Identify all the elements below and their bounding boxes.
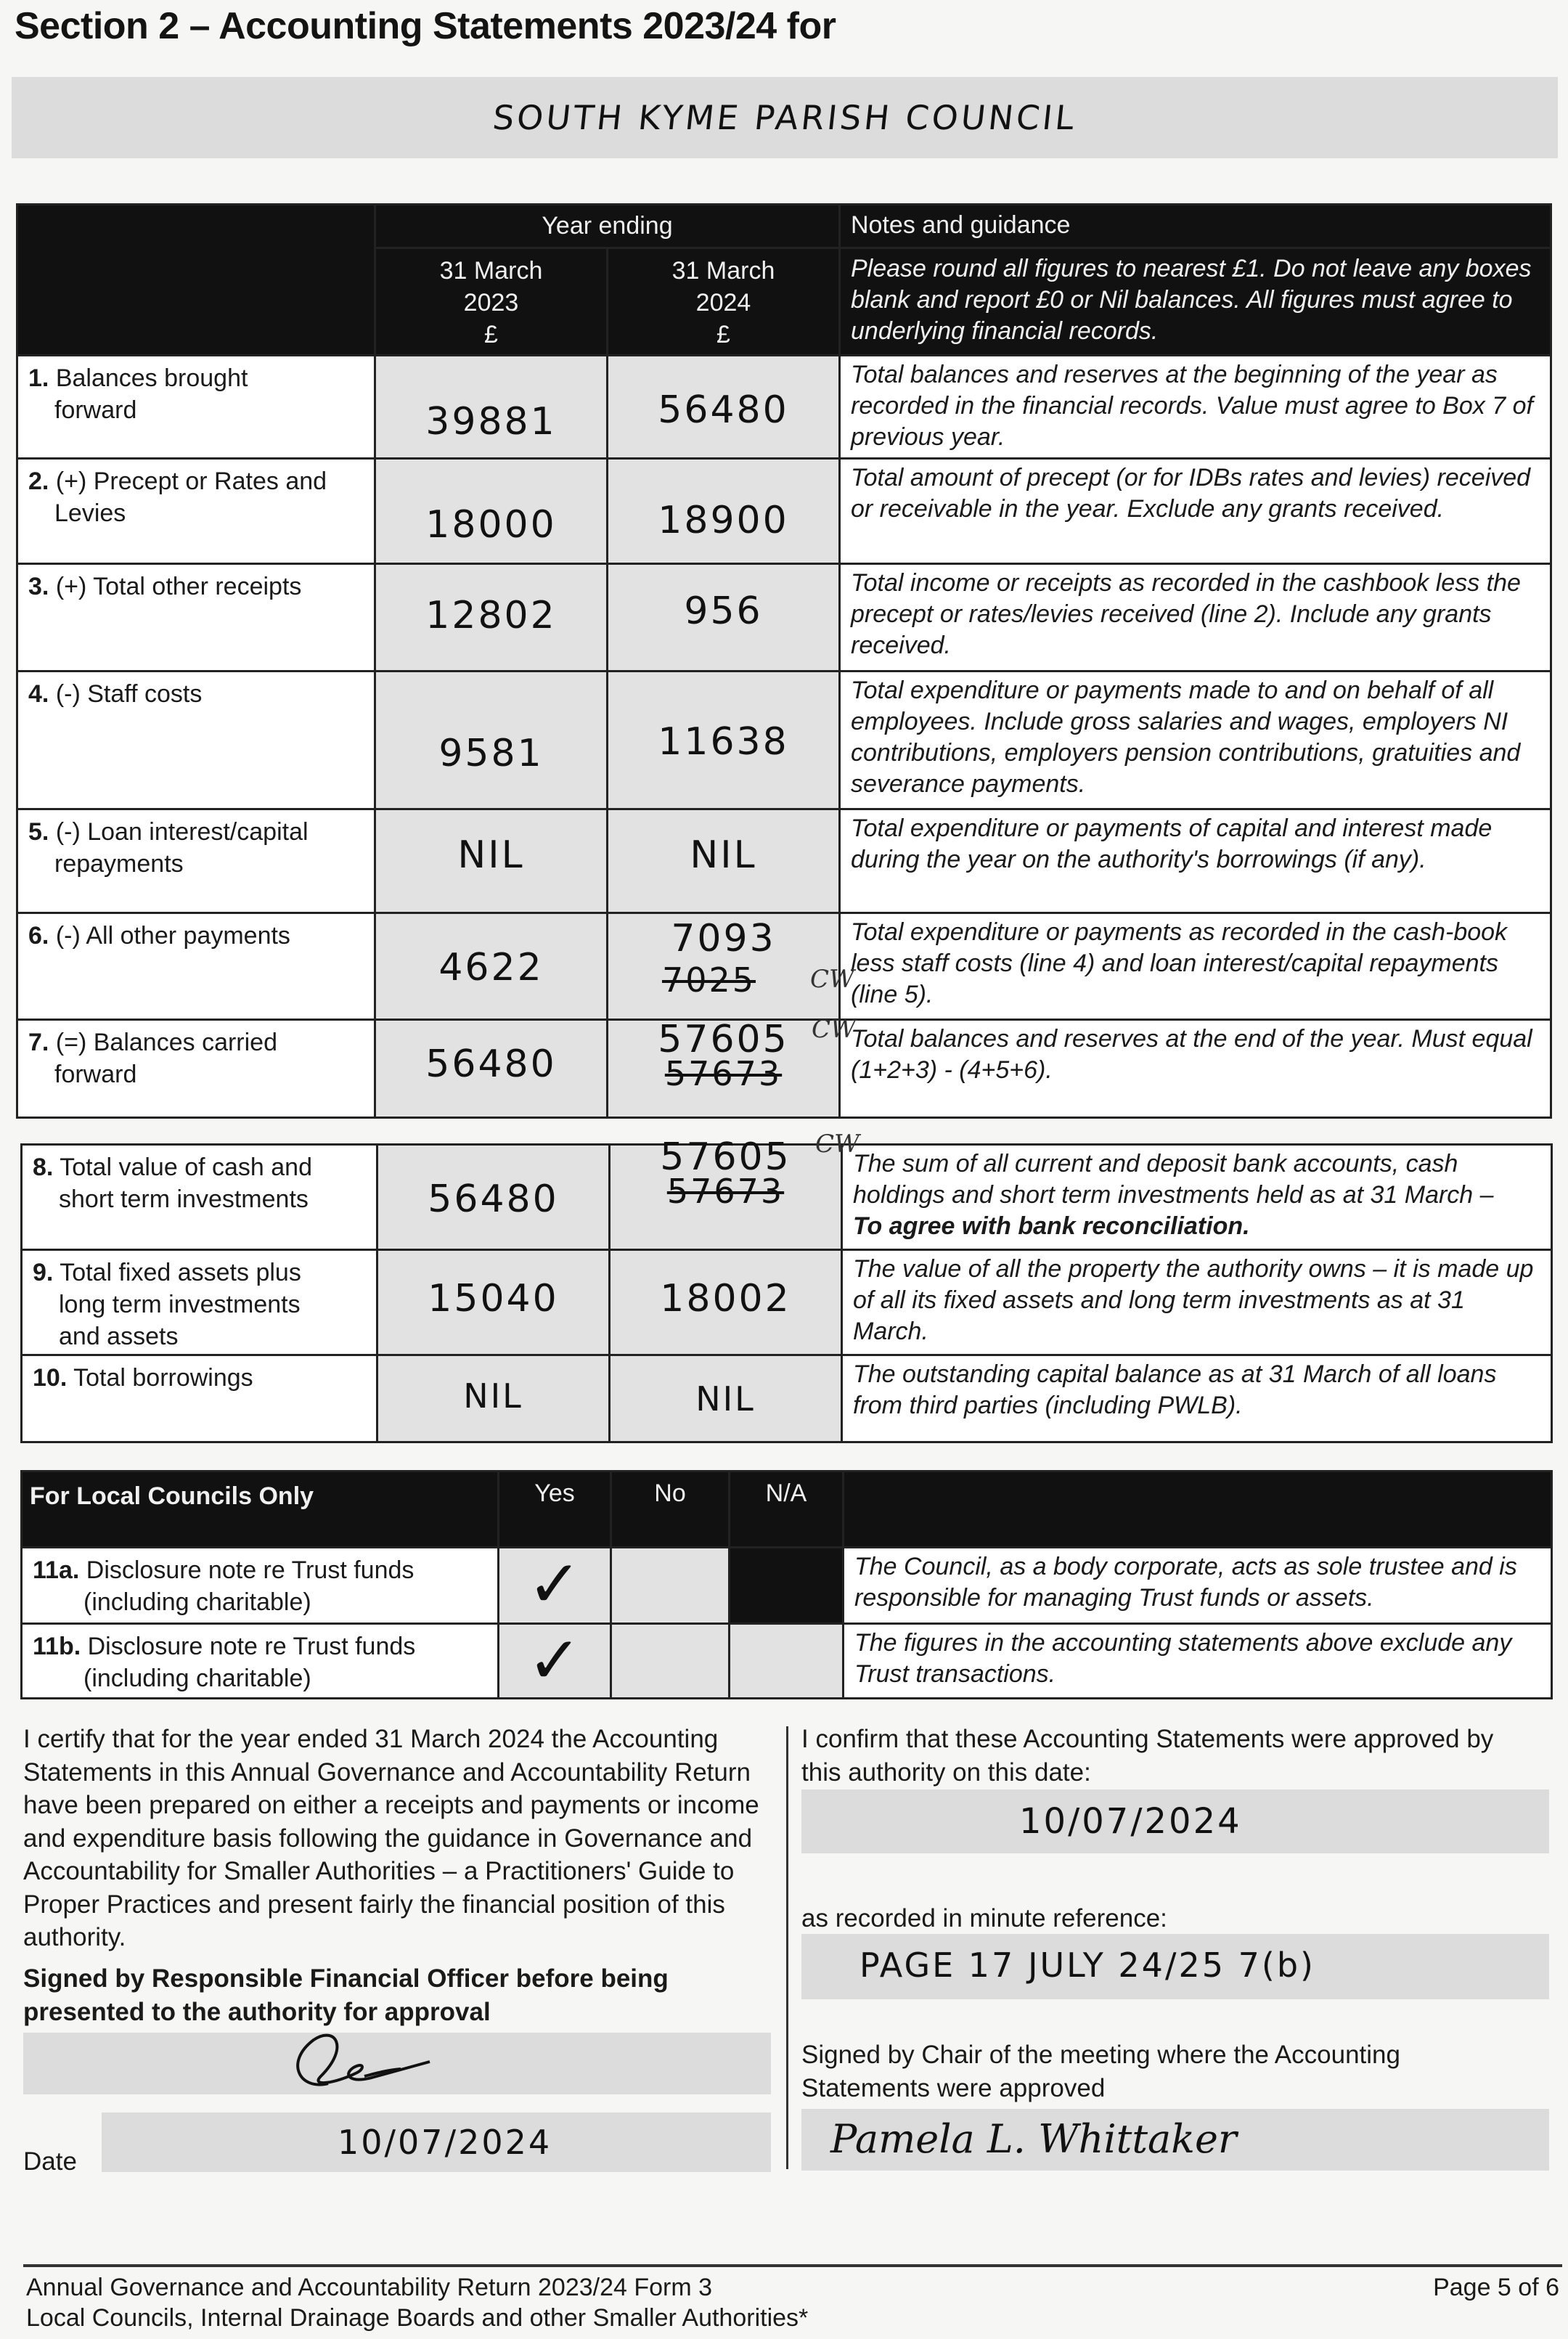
notes-guidance-header: Notes and guidance: [840, 205, 1551, 248]
row-label: [17, 459, 375, 564]
row-number: 9.: [33, 1259, 54, 1286]
footer-form-title: Annual Governance and Accountability Return 2023/24 Form 3: [26, 2274, 713, 2301]
row-note: Total amount of precept (or for IDBs rates and levies) received or receivable in the year. Exclude any grants received.: [840, 459, 1551, 564]
yes-header: Yes: [499, 1471, 611, 1548]
header-blank: [17, 205, 375, 356]
row-number: 11a.: [33, 1556, 80, 1584]
value-2024-field[interactable]: [608, 459, 840, 564]
row-label-line1: (-) Loan interest/capital: [55, 818, 309, 846]
minute-reference-label: as recorded in minute reference:: [801, 1904, 1167, 1932]
no-checkbox[interactable]: [611, 1548, 730, 1624]
row-label-line2: repayments: [54, 850, 184, 878]
row-note: Total expenditure or payments as recorded in the cash-book less staff costs (line 4) and loan interest/capital repayments (line 5).: [840, 913, 1551, 1020]
row-note: Total expenditure or payments made to and on behalf of all employees. Include gross salaries and wages, employers NI contributions, employers pension contributions, gratuities and severance payments.: [840, 672, 1551, 809]
row-number: 4.: [28, 680, 49, 708]
row-label-line3: and assets: [59, 1323, 179, 1350]
footer-divider: [23, 2264, 1562, 2267]
value-2024: 11638: [658, 720, 789, 764]
table-row: [17, 809, 1551, 913]
row-number: 10.: [33, 1364, 68, 1392]
value-2023-field[interactable]: [377, 1250, 610, 1355]
row-number: 1.: [28, 364, 49, 392]
no-checkbox[interactable]: [611, 1624, 730, 1699]
local-councils-notes-header: [844, 1471, 1552, 1548]
na-header: N/A: [730, 1471, 844, 1548]
row-label-line1: (-) Staff costs: [55, 680, 203, 708]
col-2024-currency: £: [716, 321, 730, 348]
row-label: [17, 672, 375, 809]
value-2023: NIL: [457, 833, 525, 877]
approval-date-field[interactable]: [801, 1789, 1549, 1853]
row-label-line1: Balances brought: [55, 364, 248, 392]
value-2024-field[interactable]: [608, 356, 840, 459]
rfo-date-label: Date: [23, 2147, 77, 2176]
approval-confirm-text: I confirm that these Accounting Statements were approved by this authority on this date:: [801, 1725, 1494, 1787]
rfo-signature-icon: [23, 2033, 771, 2094]
approval-date-value: 10/07/2024: [1019, 1801, 1242, 1842]
value-2024-field[interactable]: [608, 672, 840, 809]
local-councils-table: [20, 1470, 1553, 1699]
row-note: Total expenditure or payments of capital and interest made during the year on the authority's borrowings (if any).: [840, 809, 1551, 913]
row-note: The value of all the property the authority owns – it is made up of all its fixed assets and long term investments as at 31 March.: [842, 1250, 1552, 1355]
value-2023-field[interactable]: [377, 1355, 610, 1442]
row-label-line2: forward: [54, 396, 137, 424]
row-label: [22, 1250, 377, 1355]
yes-checkbox[interactable]: [499, 1548, 611, 1624]
value-2023: 56480: [428, 1177, 559, 1221]
value-2024-struck: 57673: [664, 1054, 783, 1093]
value-2023: 9581: [438, 732, 544, 775]
row-label-line1: Disclosure note re Trust funds: [86, 1556, 415, 1584]
row-label: [17, 1020, 375, 1118]
row-label: [17, 913, 375, 1020]
accounting-statements-table: [16, 203, 1552, 1119]
row-note: The Council, as a body corporate, acts as sole trustee and is responsible for managing Trust funds or assets.: [844, 1548, 1552, 1624]
value-2023: 18000: [425, 503, 557, 547]
value-2023: 4622: [438, 946, 544, 989]
chair-signed-label: Signed by Chair of the meeting where the Accounting Statements were approved: [801, 2041, 1400, 2102]
table-row: [22, 1250, 1552, 1355]
row-number: 8.: [33, 1154, 54, 1181]
column-2024-header: [608, 248, 840, 356]
value-2024-corrected: 57605: [658, 1018, 789, 1061]
authority-name: SOUTH KYME PARISH COUNCIL: [491, 98, 1079, 137]
row-note-text: The sum of all current and deposit bank accounts, cash holdings and short term investments held as at 31 March –: [853, 1150, 1494, 1209]
col-2024-line1: 31 March: [671, 257, 775, 285]
assets-borrowings-table: [20, 1130, 1553, 1443]
row-label-line2: forward: [54, 1061, 137, 1088]
minute-reference-field[interactable]: [801, 1934, 1549, 1999]
local-councils-header: For Local Councils Only: [22, 1471, 499, 1548]
value-2023-field[interactable]: [375, 459, 608, 564]
authority-name-field[interactable]: [12, 77, 1558, 158]
row-number: 3.: [28, 573, 49, 600]
column-2023-header: [375, 248, 608, 356]
checkmark-icon: ✓: [527, 1548, 582, 1621]
value-2024-field[interactable]: [608, 1015, 856, 1118]
footer-authorities: Local Councils, Internal Drainage Boards and other Smaller Authorities*: [26, 2304, 809, 2332]
table-row: [17, 356, 1551, 459]
value-2024: NIL: [695, 1379, 756, 1418]
value-2024: 18002: [660, 1277, 791, 1320]
row-number: 11b.: [33, 1633, 81, 1660]
na-checkbox[interactable]: [730, 1624, 844, 1699]
value-2024-field[interactable]: [610, 1130, 859, 1250]
value-2024-field[interactable]: [608, 913, 854, 1020]
correction-initials: CW: [815, 1130, 859, 1159]
value-2024-corrected: 57605: [660, 1135, 791, 1179]
row-label: [22, 1548, 499, 1624]
value-2024-field[interactable]: [608, 809, 840, 913]
row-label-line2: (including charitable): [83, 1588, 311, 1616]
row-label-line2: short term investments: [59, 1185, 309, 1213]
value-2023-field[interactable]: [375, 564, 608, 672]
value-2023-field[interactable]: [375, 913, 608, 1020]
col-2024-line2: 2024: [695, 289, 751, 317]
row-label: [22, 1624, 499, 1699]
rfo-certification-text: I certify that for the year ended 31 March 2024 the Accounting Statements in this Annual Governance and Accountability Return have been prepared on either a receipts and payments or income and expenditure basis following the guidance in Governance and Accountability for Smaller Authorities – a Practitioners' Guide to Proper Practices and present fairly the financial position of this authority.: [23, 1725, 759, 1951]
value-2023-field[interactable]: [375, 356, 608, 459]
table-row: [17, 1020, 1551, 1118]
row-note: Total balances and reserves at the beginning of the year as recorded in the financial records. Value must agree to Box 7 of previous year.: [840, 356, 1551, 459]
row-label-line1: Total borrowings: [73, 1364, 253, 1392]
value-2023-field[interactable]: [375, 809, 608, 913]
chair-signature-field[interactable]: [801, 2109, 1549, 2171]
correction-initials: CW: [812, 1015, 856, 1044]
na-checkbox-disabled: [730, 1548, 844, 1624]
value-2024: 18900: [658, 499, 789, 542]
minute-reference-value: PAGE 17 JULY 24/25 7(b): [859, 1946, 1315, 1985]
row-label-line1: (=) Balances carried: [55, 1029, 277, 1056]
row-label: [17, 356, 375, 459]
value-2023: 15040: [428, 1277, 559, 1320]
col-2023-currency: £: [484, 321, 498, 348]
row-number: 2.: [28, 468, 49, 495]
rfo-date-field[interactable]: [102, 2113, 771, 2172]
row-label-line1: Total fixed assets plus: [60, 1259, 301, 1286]
table-row: [22, 1145, 1552, 1250]
value-2024-struck: 57673: [666, 1172, 785, 1211]
value-2023-field[interactable]: [377, 1145, 610, 1250]
row-label-line1: Disclosure note re Trust funds: [87, 1633, 416, 1660]
rfo-date-value: 10/07/2024: [338, 2123, 552, 2162]
yes-checkbox[interactable]: [499, 1624, 611, 1699]
rfo-signature-field[interactable]: [23, 2033, 771, 2094]
correction-initials: CW: [810, 965, 854, 994]
row-label-line2: long term investments: [59, 1291, 301, 1318]
row-label-line2: (including charitable): [83, 1665, 311, 1692]
row-note: [842, 1145, 1552, 1250]
row-label-line1: (+) Precept or Rates and: [55, 468, 327, 495]
table-row: [22, 1355, 1552, 1442]
table-row: [22, 1548, 1552, 1624]
row-label-line1: (+) Total other receipts: [55, 573, 302, 600]
row-number: 5.: [28, 818, 49, 846]
value-2023: 56480: [425, 1042, 557, 1086]
row-note: The figures in the accounting statements above exclude any Trust transactions.: [844, 1624, 1552, 1699]
page-number: Page 5 of 6: [1433, 2274, 1559, 2301]
column-divider: [786, 1726, 788, 2169]
row-note: The outstanding capital balance as at 31 March of all loans from third parties (including PWLB).: [842, 1355, 1552, 1442]
value-2023: 39881: [425, 400, 557, 444]
value-2023: 12802: [425, 594, 557, 637]
row-label: [22, 1355, 377, 1442]
row-label-line1: (-) All other payments: [55, 922, 290, 950]
value-2024-corrected: 7093: [671, 917, 776, 960]
rfo-signed-label: Signed by Responsible Financial Officer before being presented to the authority for approval: [23, 1964, 669, 2026]
value-2023-field[interactable]: [375, 672, 608, 809]
table-row: [17, 913, 1551, 1020]
row-number: 6.: [28, 922, 49, 950]
notes-instruction: Please round all figures to nearest £1. Do not leave any boxes blank and report £0 or Nil balances. All figures must agree to underlying financial records.: [840, 248, 1551, 356]
row-note-bold: To agree with bank reconciliation.: [853, 1212, 1250, 1240]
value-2023-field[interactable]: [375, 1020, 608, 1118]
row-label: [22, 1145, 377, 1250]
col-2023-line1: 31 March: [439, 257, 543, 285]
row-note: Total balances and reserves at the end of the year. Must equal (1+2+3) - (4+5+6).: [840, 1020, 1551, 1118]
value-2024-field[interactable]: [610, 1355, 842, 1442]
col-2023-line2: 2023: [463, 289, 519, 317]
row-label: [17, 564, 375, 672]
page-title: Section 2 – Accounting Statements 2023/24 for: [15, 5, 836, 47]
row-note: Total income or receipts as recorded in the cashbook less the precept or rates/levies received (line 2). Include any grants received.: [840, 564, 1551, 672]
row-label: [17, 809, 375, 913]
value-2024: 956: [684, 589, 763, 633]
value-2024: 56480: [658, 388, 789, 432]
value-2024-struck: 7025: [661, 960, 756, 1000]
chair-signature: Pamela L. Whittaker: [830, 2116, 1237, 2162]
value-2024-field[interactable]: [608, 564, 840, 672]
value-2024-field[interactable]: [610, 1250, 842, 1355]
value-2023: NIL: [463, 1376, 523, 1416]
row-number: 7.: [28, 1029, 49, 1056]
checkmark-icon: ✓: [527, 1625, 582, 1697]
row-label-line1: Total value of cash and: [60, 1154, 312, 1181]
table-row: [17, 564, 1551, 672]
row-label-line2: Levies: [54, 499, 126, 527]
no-header: No: [611, 1471, 730, 1548]
table-row: [17, 672, 1551, 809]
table-row: [22, 1624, 1552, 1699]
table-row: [17, 459, 1551, 564]
value-2024: NIL: [690, 833, 757, 877]
year-ending-header: Year ending: [375, 205, 840, 248]
